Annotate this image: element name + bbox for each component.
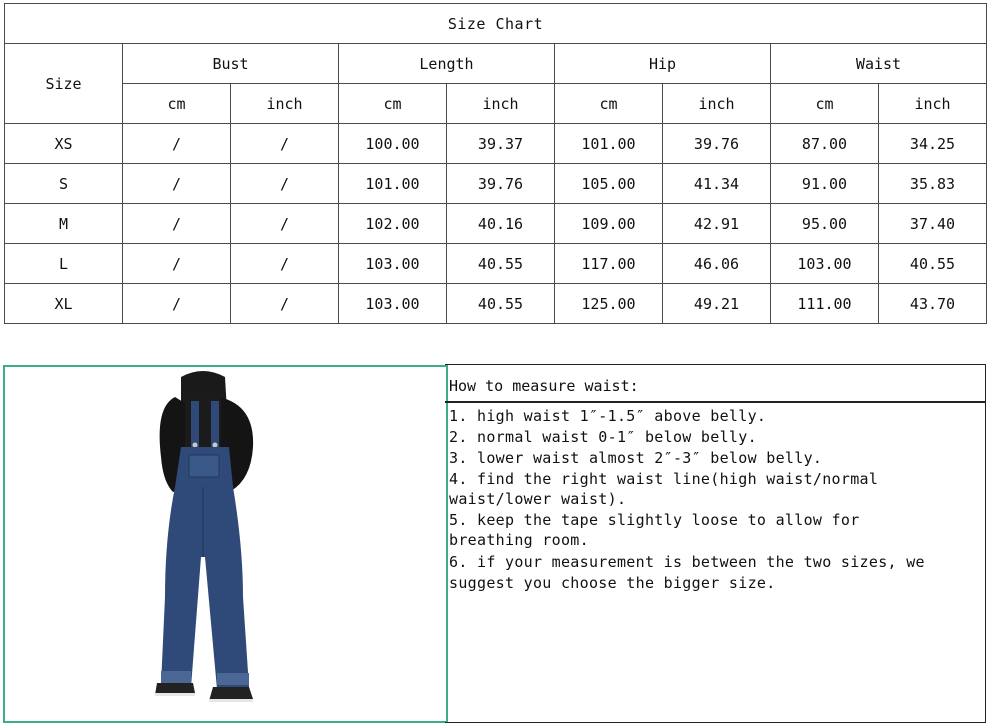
table-cell: 91.00 [771,164,879,204]
table-row [5,124,987,164]
size-chart-table [4,3,987,324]
right-sole [209,699,253,702]
table-cell: 35.83 [879,164,987,204]
product-photo [3,365,448,723]
bib-pocket [189,455,219,477]
instruction-line: 2. normal waist 0-1″ below belly. [449,428,757,446]
table-row [5,204,987,244]
size-cell: S [5,164,123,204]
group-header-hip: Hip [555,44,771,84]
instruction-line: breathing room. [449,531,589,549]
table-cell: 37.40 [879,204,987,244]
table-cell: 105.00 [555,164,663,204]
table-cell: 103.00 [339,244,447,284]
table-cell: / [231,164,339,204]
table-cell: / [123,284,231,324]
group-header-bust: Bust [123,44,339,84]
table-cell: / [231,284,339,324]
table-cell: 39.76 [663,124,771,164]
table-cell: 46.06 [663,244,771,284]
size-cell: XL [5,284,123,324]
left-strap [191,401,199,447]
table-cell: 43.70 [879,284,987,324]
size-chart-title: Size Chart [5,4,987,44]
instruction-line: suggest you choose the bigger size. [449,574,776,592]
overalls-illustration [5,367,446,721]
instruction-line: 3. lower waist almost 2″-3″ below belly. [449,449,823,467]
table-cell: / [123,244,231,284]
unit-header: inch [663,84,771,124]
measure-instructions [445,401,986,723]
table-cell: 40.55 [447,244,555,284]
unit-header: cm [123,84,231,124]
instruction-line: 4. find the right waist line(high waist/normal [449,470,879,488]
left-cuff [161,671,191,683]
left-sole [155,693,195,696]
unit-header: cm [339,84,447,124]
table-cell: 101.00 [339,164,447,204]
table-cell: 40.16 [447,204,555,244]
table-cell: 34.25 [879,124,987,164]
measure-heading-box [445,364,986,403]
group-header-length: Length [339,44,555,84]
unit-header: inch [447,84,555,124]
size-cell: M [5,204,123,244]
table-cell: 101.00 [555,124,663,164]
size-cell: XS [5,124,123,164]
table-cell: 42.91 [663,204,771,244]
table-cell: 109.00 [555,204,663,244]
table-cell: 100.00 [339,124,447,164]
table-cell: 125.00 [555,284,663,324]
table-cell: 39.76 [447,164,555,204]
measure-heading: How to measure waist: [449,377,639,395]
table-cell: 40.55 [447,284,555,324]
unit-header: inch [879,84,987,124]
table-cell: 102.00 [339,204,447,244]
table-row [5,164,987,204]
table-cell: 49.21 [663,284,771,324]
table-cell: 41.34 [663,164,771,204]
table-row [5,284,987,324]
table-cell: 103.00 [339,284,447,324]
unit-header: cm [555,84,663,124]
table-cell: / [231,204,339,244]
table-cell: / [231,124,339,164]
size-column-header: Size [5,44,123,124]
table-cell: / [123,124,231,164]
instruction-line: 5. keep the tape slightly loose to allow for [449,511,860,529]
right-strap [211,401,219,447]
table-cell: / [123,204,231,244]
size-cell: L [5,244,123,284]
instruction-line: 6. if your measurement is between the two sizes, we [449,553,925,571]
right-cuff [217,673,249,685]
group-header-waist: Waist [771,44,987,84]
left-buckle [193,443,198,448]
table-cell: / [123,164,231,204]
instruction-line: waist/lower waist). [449,490,627,508]
table-cell: 40.55 [879,244,987,284]
table-cell: / [231,244,339,284]
table-cell: 87.00 [771,124,879,164]
unit-header: inch [231,84,339,124]
table-cell: 39.37 [447,124,555,164]
table-cell: 111.00 [771,284,879,324]
unit-header: cm [771,84,879,124]
table-cell: 103.00 [771,244,879,284]
table-row [5,244,987,284]
right-shoe [209,687,253,701]
instruction-line: 1. high waist 1″-1.5″ above belly. [449,407,767,425]
table-cell: 95.00 [771,204,879,244]
right-buckle [213,443,218,448]
table-cell: 117.00 [555,244,663,284]
